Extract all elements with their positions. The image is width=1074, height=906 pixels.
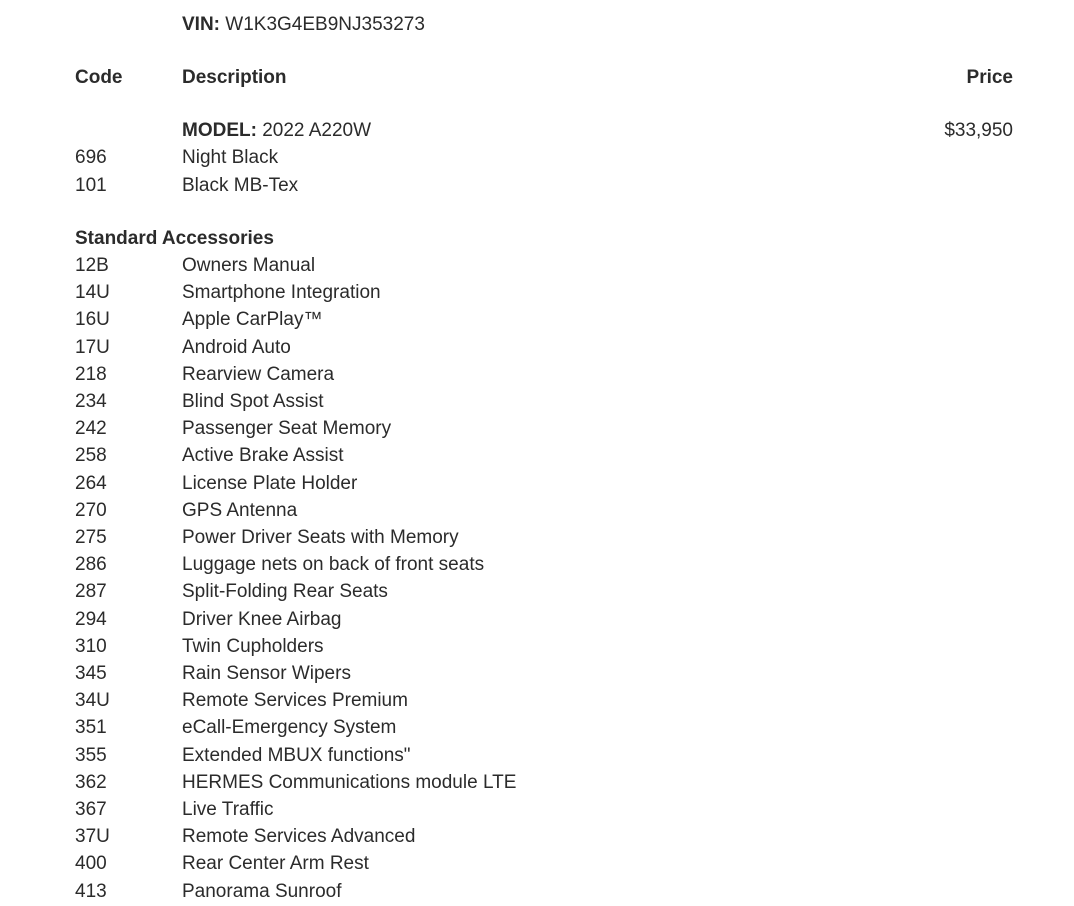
item-code: 362 bbox=[75, 772, 107, 793]
item-description: Panorama Sunroof bbox=[182, 881, 342, 902]
item-description: Smartphone Integration bbox=[182, 282, 381, 303]
table-row bbox=[0, 175, 1074, 199]
table-row bbox=[0, 690, 1074, 714]
item-description: Luggage nets on back of front seats bbox=[182, 554, 485, 575]
item-code: 287 bbox=[75, 581, 107, 602]
item-description: Apple CarPlay™ bbox=[182, 309, 323, 330]
vin-label: VIN: bbox=[182, 14, 220, 35]
vin-value: W1K3G4EB9NJ353273 bbox=[225, 14, 425, 35]
table-row bbox=[0, 717, 1074, 741]
item-code: 400 bbox=[75, 853, 107, 874]
table-row bbox=[0, 826, 1074, 850]
table-row bbox=[0, 881, 1074, 905]
item-code: 367 bbox=[75, 799, 107, 820]
section-title-standard-accessories: Standard Accessories bbox=[75, 228, 274, 249]
item-code: 14U bbox=[75, 282, 110, 303]
item-description: Remote Services Advanced bbox=[182, 826, 416, 847]
model-line bbox=[182, 120, 371, 142]
item-description: HERMES Communications module LTE bbox=[182, 772, 517, 793]
table-row bbox=[0, 364, 1074, 388]
item-description: Rear Center Arm Rest bbox=[182, 853, 369, 874]
item-description: Rearview Camera bbox=[182, 364, 335, 385]
item-code: 696 bbox=[75, 147, 107, 168]
item-description: Night Black bbox=[182, 147, 279, 168]
model-value: 2022 A220W bbox=[262, 120, 372, 141]
table-row bbox=[0, 609, 1074, 633]
item-description: Driver Knee Airbag bbox=[182, 609, 342, 630]
item-description: License Plate Holder bbox=[182, 473, 358, 494]
item-description: GPS Antenna bbox=[182, 500, 298, 521]
item-code: 264 bbox=[75, 473, 107, 494]
item-code: 286 bbox=[75, 554, 107, 575]
item-description: Owners Manual bbox=[182, 255, 316, 276]
table-row bbox=[0, 581, 1074, 605]
table-row bbox=[0, 500, 1074, 524]
item-description: Twin Cupholders bbox=[182, 636, 324, 657]
item-description: Split-Folding Rear Seats bbox=[182, 581, 388, 602]
item-code: 351 bbox=[75, 717, 107, 738]
item-description: Passenger Seat Memory bbox=[182, 418, 392, 439]
item-code: 242 bbox=[75, 418, 107, 439]
item-code: 258 bbox=[75, 445, 107, 466]
column-header-description: Description bbox=[182, 67, 287, 88]
item-description: Remote Services Premium bbox=[182, 690, 408, 711]
table-row bbox=[0, 282, 1074, 306]
table-row bbox=[0, 391, 1074, 415]
item-description: Rain Sensor Wipers bbox=[182, 663, 351, 684]
item-code: 16U bbox=[75, 309, 110, 330]
table-row bbox=[0, 772, 1074, 796]
item-description: Android Auto bbox=[182, 337, 291, 358]
table-row bbox=[0, 799, 1074, 823]
table-header bbox=[0, 67, 1074, 91]
table-row bbox=[0, 473, 1074, 497]
vin-line bbox=[182, 14, 425, 36]
item-code: 34U bbox=[75, 690, 110, 711]
table-row bbox=[0, 527, 1074, 551]
item-description: Live Traffic bbox=[182, 799, 274, 820]
item-code: 294 bbox=[75, 609, 107, 630]
item-code: 275 bbox=[75, 527, 107, 548]
table-row bbox=[0, 418, 1074, 442]
item-code: 12B bbox=[75, 255, 109, 276]
table-row bbox=[0, 445, 1074, 469]
column-header-price: Price bbox=[966, 67, 1013, 88]
table-row bbox=[0, 745, 1074, 769]
item-description: Black MB-Tex bbox=[182, 175, 299, 196]
item-description: Power Driver Seats with Memory bbox=[182, 527, 459, 548]
table-row bbox=[0, 337, 1074, 361]
model-price: $33,950 bbox=[944, 120, 1013, 141]
item-code: 270 bbox=[75, 500, 107, 521]
table-row bbox=[0, 554, 1074, 578]
item-code: 345 bbox=[75, 663, 107, 684]
table-row bbox=[0, 853, 1074, 877]
model-label: MODEL: bbox=[182, 120, 257, 141]
table-row bbox=[0, 309, 1074, 333]
item-description: eCall-Emergency System bbox=[182, 717, 397, 738]
item-code: 355 bbox=[75, 745, 107, 766]
table-row bbox=[0, 636, 1074, 660]
item-code: 17U bbox=[75, 337, 110, 358]
table-row bbox=[0, 147, 1074, 171]
item-code: 413 bbox=[75, 881, 107, 902]
item-code: 37U bbox=[75, 826, 110, 847]
item-code: 218 bbox=[75, 364, 107, 385]
table-row bbox=[0, 663, 1074, 687]
column-header-code: Code bbox=[75, 67, 123, 88]
item-description: Active Brake Assist bbox=[182, 445, 344, 466]
item-code: 310 bbox=[75, 636, 107, 657]
item-code: 234 bbox=[75, 391, 107, 412]
table-row bbox=[0, 255, 1074, 279]
item-code: 101 bbox=[75, 175, 107, 196]
item-description: Extended MBUX functions" bbox=[182, 745, 411, 766]
item-description: Blind Spot Assist bbox=[182, 391, 324, 412]
